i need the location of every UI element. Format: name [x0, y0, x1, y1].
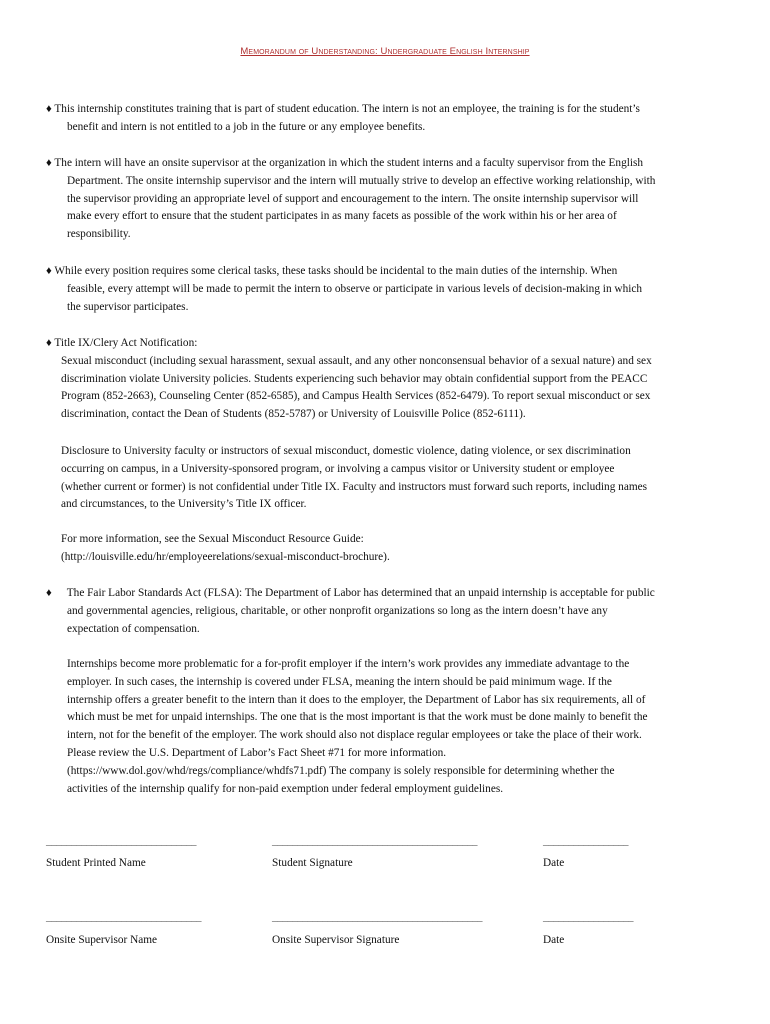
paragraph-line: which must be met for unpaid internships. The one that is the most important is that the work must be done mainly to benefit the [67, 711, 648, 724]
paragraph-line: activities of the internship qualify for non-paid exemption under federal employment guidelines. [67, 782, 504, 795]
section-flsa [46, 585, 655, 638]
student-date-line[interactable]: _________________ [543, 835, 628, 847]
paragraph-line: Please review the U.S. Department of Labor’s Fact Sheet #71 for more information. [67, 746, 447, 759]
bullet-icon: ♦ [46, 265, 52, 277]
paragraph-line: responsibility. [67, 228, 131, 241]
supervisor-date-label: Date [543, 934, 565, 946]
paragraph-line: This internship constitutes training that is part of student education. The intern is not an employee, the training is for the student’s [54, 103, 640, 115]
bullet-icon: ♦ [46, 337, 52, 349]
student-date-label: Date [543, 857, 565, 869]
student-name-label: Student Printed Name [46, 857, 146, 869]
paragraph-line: discrimination violate University policies. Students experiencing such behavior may obtain confidential support from the PEACC [61, 372, 648, 385]
title-ix-more-info [61, 531, 390, 567]
paragraph-line: benefit and intern is not entitled to a job in the future or any employee benefits. [67, 120, 426, 133]
student-name-line[interactable]: ______________________________ [46, 835, 196, 847]
student-signature-label: Student Signature [272, 857, 353, 869]
paragraph-line: occurring on campus, in a University-sponsored program, or involving a campus visitor or University student or employee [61, 462, 615, 475]
paragraph-line: feasible, every attempt will be made to permit the intern to observe or participate in various levels of decision-making in which [67, 282, 643, 295]
supervisor-date-line[interactable]: __________________ [543, 911, 633, 923]
fact-sheet-link[interactable]: (https://www.dol.gov/whd/regs/compliance/whdfs71.pdf) The company is solely responsible for determining whether the [67, 764, 615, 777]
paragraph-line: Sexual misconduct (including sexual harassment, sexual assault, and any other nonconsensual behavior of a sexual nature) and sex [61, 354, 652, 367]
document-title: Memorandum of Understanding: Undergraduate English Internship [240, 46, 530, 57]
bullet-icon: ♦ [46, 587, 52, 599]
bullet-icon: ♦ [46, 157, 52, 169]
paragraph-line: internship offers a greater benefit to the intern than it does to the employer, the Department of Labor has six requirements, all of [67, 693, 646, 706]
section-supervision [46, 155, 655, 244]
paragraph-line: the supervisor participates. [67, 300, 189, 313]
paragraph-line: (whether current or former) is not confidential under Title IX. Faculty and instructors must forward such reports, including names [61, 480, 648, 493]
paragraph-line: While every position requires some clerical tasks, these tasks should be incidental to the main duties of the internship. When [54, 265, 618, 277]
paragraph-line: For more information, see the Sexual Misconduct Resource Guide: [61, 533, 364, 545]
supervisor-name-label: Onsite Supervisor Name [46, 934, 158, 946]
paragraph-line: discrimination, contact the Dean of Students (852-5787) or University of Louisville Police (852-6111). [61, 408, 526, 421]
supervisor-signature-label: Onsite Supervisor Signature [272, 934, 400, 946]
title-ix-disclosure [61, 443, 647, 514]
paragraph-line: The Fair Labor Standards Act (FLSA): The Department of Labor has determined that an unpaid internship is acceptable for public [66, 587, 655, 599]
section-title-ix [46, 335, 652, 424]
paragraph-line: Department. The onsite internship supervisor and the intern will mutually strive to develop an effective working relationship, with [67, 174, 656, 187]
paragraph-line: intern, not for the benefit of the employer. The work should also not displace regular employees or take the place of their work. [67, 729, 642, 742]
section-heading: Title IX/Clery Act Notification: [54, 337, 198, 349]
student-signature-line[interactable]: _________________________________________ [272, 835, 477, 847]
paragraph-line: Program (852-2663), Counseling Center (852-6585), and Campus Health Services (852-6479). To report sexual misconduct or sex [61, 390, 651, 403]
paragraph-line: expectation of compensation. [67, 622, 200, 635]
supervisor-signature-line[interactable]: __________________________________________ [272, 911, 482, 923]
paragraph-line: Internships become more problematic for a for-profit employer if the intern’s work provides any immediate advantage to the [67, 658, 630, 670]
section-confidential-training [46, 101, 640, 137]
paragraph-line: The intern will have an onsite supervisor at the organization in which the student interns and a faculty supervisor from the English [54, 157, 644, 169]
supervisor-name-line[interactable]: _______________________________ [46, 911, 201, 923]
section-clerical-tasks [46, 263, 642, 316]
paragraph-line: and governmental agencies, religious, charitable, or other nonprofit organizations so long as the intern doesn’t have any [67, 604, 608, 617]
bullet-icon: ♦ [46, 103, 52, 115]
paragraph-line: employer. In such cases, the internship is covered under FLSA, meaning the intern should be paid minimum wage. If the [67, 675, 612, 688]
paragraph-line: Disclosure to University faculty or instructors of sexual misconduct, domestic violence, dating violence, or sex discrimination [61, 445, 631, 457]
paragraph-line: make every effort to ensure that the student participates in as many facets as possible of the work within his or her area of [67, 210, 617, 223]
flsa-details [67, 656, 648, 798]
paragraph-line: the supervisor providing an appropriate level of support and encouragement to the intern. The onsite internship supervisor will [67, 192, 639, 205]
paragraph-line: and circumstances, to the University’s Title IX officer. [61, 498, 307, 511]
resource-guide-link[interactable]: (http://louisville.edu/hr/employeerelations/sexual-misconduct-brochure). [61, 550, 390, 563]
